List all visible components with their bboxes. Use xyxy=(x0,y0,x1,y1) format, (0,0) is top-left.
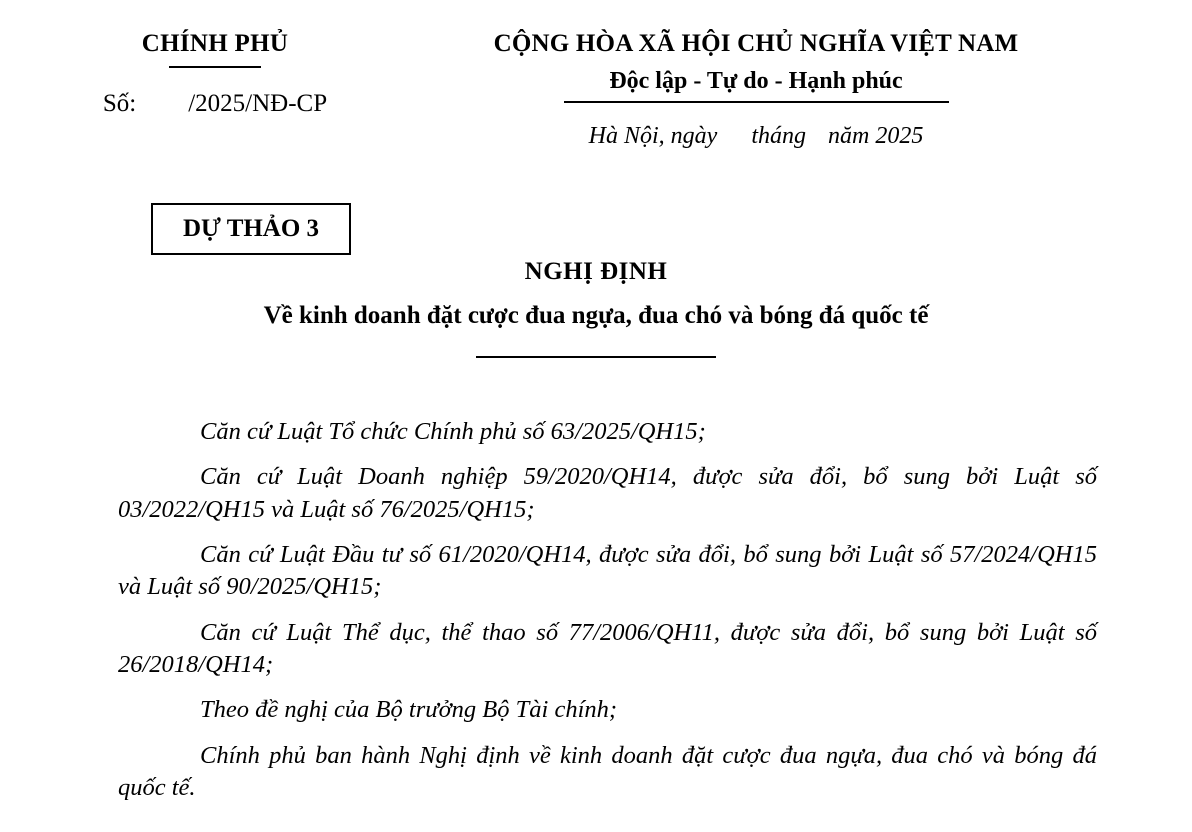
document-subject-title: Về kinh doanh đặt cược đua ngựa, đua chó và bóng đá quốc tế xyxy=(263,302,929,329)
document-type-title: NGHỊ ĐỊNH xyxy=(524,258,668,285)
body-paragraph: Căn cứ Luật Thể dục, thể thao số 77/2006/QH11, được sửa đổi, bổ sung bởi Luật số 26/2018/QH14; xyxy=(118,618,1097,678)
document-number xyxy=(0,90,430,118)
draft-badge: DỰ THẢO 3 xyxy=(151,203,351,255)
country-name: CỘNG HÒA XÃ HỘI CHỦ NGHĨA VIỆT NAM xyxy=(493,30,1019,57)
title-underline-rule xyxy=(476,356,716,358)
motto-underline-rule xyxy=(564,101,949,103)
document-title-block xyxy=(0,258,1192,358)
place-and-date xyxy=(430,123,1082,150)
national-motto: Độc lập - Tự do - Hạnh phúc xyxy=(609,68,903,94)
body-paragraph: Căn cứ Luật Doanh nghiệp 59/2020/QH14, được sửa đổi, bổ sung bởi Luật số 03/2022/QH15 và Luật số 76/2025/QH15; xyxy=(118,463,1097,523)
body-paragraph: Chính phủ ban hành Nghị định về kinh doanh đặt cược đua ngựa, đua chó và bóng đá quốc tế. xyxy=(118,741,1097,801)
document-body xyxy=(118,416,1097,817)
place-date-place: Hà Nội, ngày xyxy=(588,123,718,149)
document-number-label: Số: xyxy=(102,90,137,117)
issuing-organization: CHÍNH PHỦ xyxy=(141,30,289,57)
header-left-column xyxy=(0,30,430,118)
place-date-month: tháng xyxy=(751,123,806,149)
body-paragraph: Căn cứ Luật Đầu tư số 61/2020/QH14, được sửa đổi, bổ sung bởi Luật số 57/2024/QH15 và Luật số 90/2025/QH15; xyxy=(118,540,1097,601)
body-paragraph: Căn cứ Luật Tổ chức Chính phủ số 63/2025/QH15; xyxy=(200,418,706,445)
header-right-column xyxy=(430,30,1192,150)
place-date-year: năm 2025 xyxy=(828,123,924,149)
body-paragraph: Theo đề nghị của Bộ trưởng Bộ Tài chính; xyxy=(200,696,618,724)
document-number-value: /2025/NĐ-CP xyxy=(188,90,328,117)
document-header xyxy=(0,0,1192,150)
organization-underline-rule xyxy=(169,66,261,68)
